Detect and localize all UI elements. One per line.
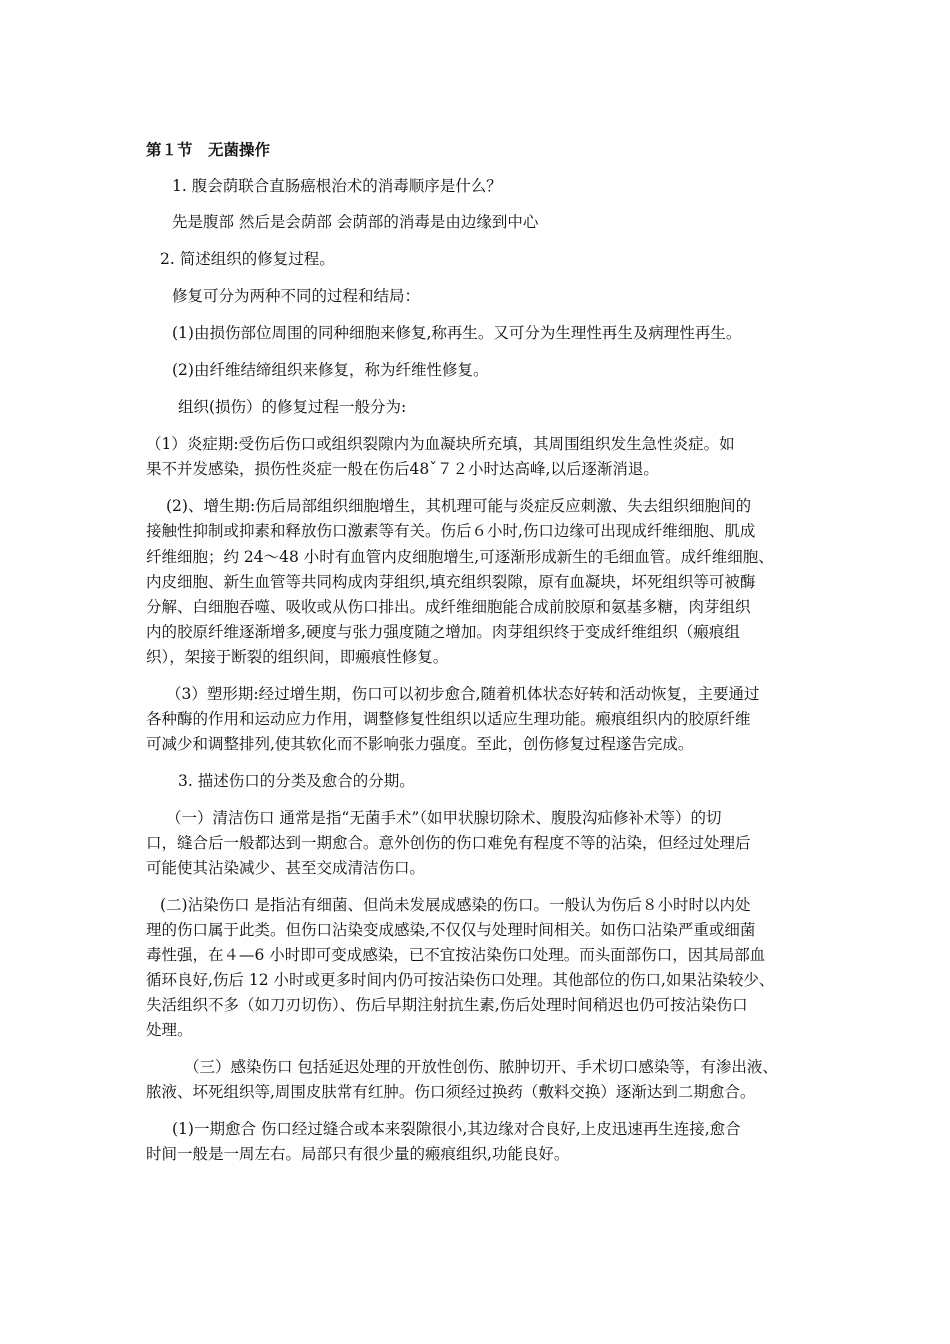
stage3-line: 可减少和调整排列,使其软化而不影响张力强度。至此，创伤修复过程遂告完成。: [146, 735, 694, 753]
process-intro: 组织(损伤）的修复过程一般分为:: [178, 398, 407, 416]
stage2-line: (2)、增生期:伤后局部组织细胞增生，其机理可能与炎症反应刺激、失去组织细胞间的: [166, 497, 752, 515]
contaminated-wound-line: (二)沾染伤口 是指沾有细菌、但尚未发展成感染的伤口。一般认为伤后８小时时以内处: [160, 896, 751, 914]
stage2-line: 内皮细胞、新生血管等共同构成肉芽组织,填充组织裂隙，原有血凝块，坏死组织等可被酶: [146, 573, 756, 591]
question-2: 2. 简述组织的修复过程。: [160, 250, 335, 268]
clean-wound-line: （一）清洁伤口 通常是指“无菌手术”（如甲状腺切除术、腹股沟疝修补术等）的切: [166, 809, 722, 827]
stage2-line: 分解、白细胞吞噬、吸收或从伤口排出。成纤维细胞能合成前胶原和氨基多糖，肉芽组织: [146, 598, 751, 616]
repair-intro: 修复可分为两种不同的过程和结局：: [172, 287, 421, 305]
contaminated-wound-line: 失活组织不多（如刀刃切伤）、伤后早期注射抗生素,伤后处理时间稍迟也仍可按沾染伤口: [146, 996, 748, 1014]
infected-wound-line: 脓液、坏死组织等,周围皮肤常有红肿。伤口须经过换药（敷料交换）逐渐达到二期愈合。: [146, 1083, 756, 1101]
stage3-line: 各种酶的作用和运动应力作用，调整修复性组织以适应生理功能。瘢痕组织内的胶原纤维: [146, 710, 751, 728]
primary-healing-line: 时间一般是一周左右。局部只有很少量的瘢痕组织,功能良好。: [146, 1145, 570, 1163]
answer-1: 先是腹部 然后是会荫部 会荫部的消毒是由边缘到中心: [172, 213, 539, 231]
contaminated-wound-line: 处理。: [146, 1021, 193, 1039]
contaminated-wound-line: 毒性强，在４—6 小时即可变成感染，已不宜按沾染伤口处理。而头面部伤口，因其局部血: [146, 946, 766, 964]
primary-healing-line: (1)一期愈合 伤口经过缝合或本来裂隙很小,其边缘对合良好,上皮迅速再生连接,愈合: [172, 1120, 741, 1138]
repair-type-2: (2)由纤维结缔组织来修复，称为纤维性修复。: [172, 361, 489, 379]
stage3-line: （3）塑形期:经过增生期，伤口可以初步愈合,随着机体状态好转和活动恢复，主要通过: [166, 685, 760, 703]
contaminated-wound-line: 理的伤口属于此类。但伤口沾染变成感染,不仅仅与处理时间相关。如伤口沾染严重或细菌: [146, 921, 756, 939]
repair-type-1: (1)由损伤部位周围的同种细胞来修复,称再生。又可分为生理性再生及病理性再生。: [172, 324, 742, 342]
stage2-line: 织），架接于断裂的组织间，即瘢痕性修复。: [146, 648, 449, 666]
clean-wound-line: 口，缝合后一般都达到一期愈合。意外创伤的伤口难免有程度不等的沾染，但经过处理后: [146, 834, 751, 852]
stage2-line: 纤维细胞；约 24～48 小时有血管内皮细胞增生,可逐渐形成新生的毛细血管。成纤维细胞、: [146, 548, 774, 566]
contaminated-wound-line: 循环良好,伤后 12 小时或更多时间内仍可按沾染伤口处理。其他部位的伤口,如果沾染较少、: [146, 971, 775, 989]
stage1-line: 果不并发感染，损伤性炎症一般在伤后48ˇ７２小时达高峰,以后逐渐消退。: [146, 460, 659, 478]
question-3: 3. 描述伤口的分类及愈合的分期。: [178, 772, 415, 790]
infected-wound-line: （三）感染伤口 包括延迟处理的开放性创伤、脓肿切开、手术切口感染等，有渗出液、: [184, 1058, 778, 1076]
stage1-line: （1）炎症期:受伤后伤口或组织裂隙内为血凝块所充填，其周围组织发生急性炎症。如: [146, 435, 735, 453]
clean-wound-line: 可能使其沾染减少、甚至交成清洁伤口。: [146, 859, 426, 877]
question-1: 1. 腹会荫联合直肠癌根治术的消毒顺序是什么？: [172, 177, 502, 195]
section-title: 第１节 无菌操作: [146, 140, 271, 159]
stage2-line: 接触性抑制或抑素和释放伤口激素等有关。伤后６小时,伤口边缘可出现成纤维细胞、肌成: [146, 522, 756, 540]
stage2-line: 内的胶原纤维逐渐增多,硬度与张力强度随之增加。肉芽组织终于变成纤维组织（瘢痕组: [146, 623, 740, 641]
